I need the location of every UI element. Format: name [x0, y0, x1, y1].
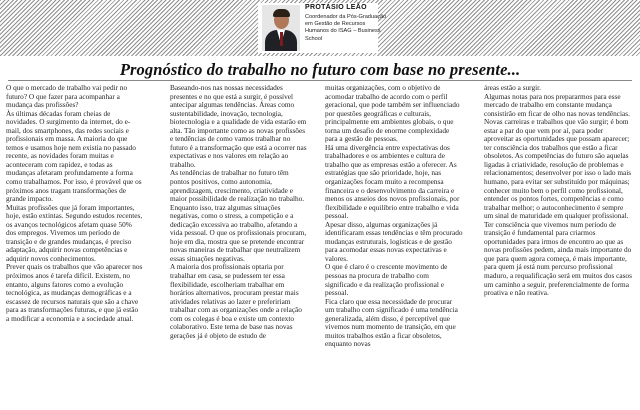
article-title: Prognóstico do trabalho no futuro com base no presente...	[119, 60, 521, 79]
article-column-2	[170, 84, 308, 406]
column-1-text: O que o mercado de trabalho vai pedir no futuro? O que fazer para acompanhar a mudança das profissões? Às últimas décadas foram cheias de novidades. O surgimento da internet, do e-mail, dos smartphones, das redes sociais e profissionais em massa. A maioria do que temos e usamos hoje nem existia no passado recente, as novidades foram muitas e aconteceram com rapidez, e todas as mudanças afetaram profundamente a forma como trabalhamos. Por isso, é provável que os próximos anos tragam transformações de grande impacto. Muitas profissões que já foram importantes, hoje, estão extintas. Segundo estudos recentes, os avanços tecnológicos afetam quase 50% dos empregos. Vivemos um período de transição e de grandes mudanças, é preciso adaptação, adquirir novas competências e adquirir novos conhecimentos. Prever quais os trabalhos que vão aparecer nos próximos anos é tarefa difícil. Existem, no entanto, alguns fatores como a evolução tecnológica, as mudanças demográficas e a escassez de recursos naturais que são a chave para as transformações futuras, e que já estão a modificar a economia e a sociedade atual.	[6, 84, 143, 323]
column-3-text: muitas organizações, com o objetivo de acomodar trabalho de acordo com o perfil geracional, que pode também ser influenciado por questões geográficas e culturais, principalmente em ambientes globais, o que torna um desafio de enorme complexidade para a gestão de pessoas. Há uma divergência entre expectativas dos trabalhadores e os ambientes e cultura de trabalho que as empresas estão a oferecer. As estratégias que são prioridade, hoje, nas organizações focam muito a recompensa financeira e o desenvolvimento da carreira e menos os anseios dos novos profissionais, por flexibilidade e equilíbrio entre trabalho e vida pessoal. Apesar disso, algumas organizações já identificaram essas tendências e têm procurado mudanças estruturais, logísticas e de gestão para acomodar essas novas expectativas e valores. O que é claro é o crescente movimento de pessoas na procura de trabalho com significado e da realização profissional e pessoal. Fica claro que essa necessidade de procurar um trabalho com significado é uma tendência generalizada, além disso, é perceptível que vivemos num momento de transição, em que muitos trabalhos estão a ficar obsoletos, enquanto novas	[325, 84, 463, 349]
article-column-4	[484, 84, 634, 406]
article-column-3	[325, 84, 463, 406]
column-4-text: áreas estão a surgir. Algumas notas para nos prepararmos para esse mercado de trabalho em constante mudança consistirão em ficar de olho nas novas tendências. Novas carreiras e trabalhos que vão surgir; é bom estar a par do que vem por aí, para poder aproveitar as oportunidades que possam aparecer; ter consciência dos trabalhos que estão a ficar obsoletos. As competências do futuro são aquelas ligadas à criatividade, resolução de problemas e relacionamentos; desenvolver por isso o lado mais humano, para evitar ser substituído por máquinas; conhecer muito bem o perfil como profissional, entender os pontos fortes, competências e como trabalhar melhor; o autoconhecimento é sempre um sinal de maturidade em qualquer profissional. Ter consciência que vivemos num período de transição é fundamental para criarmos oportunidades para irmos de encontro ao que as novas profissões pedem, ainda mais importante do que para quem agora começa, é mais importante, para quem já está num percurso profissional maduro, a requalificação será em muitos dos casos um caminho a seguir, preferencialmente de forma proativa e não reativa.	[484, 84, 632, 298]
column-2-text: Baseando-nos nas nossas necessidades presentes e no que está a surgir, é possível antecipar algumas tendências. Áreas como sustentabilidade, inovação, tecnologia, biotecnologia e a qualidade de vida estarão em alta. Tão importante como as novas profissões e tendências de como vamos trabalhar no futuro é a transformação que está a ocorrer nas expectativas e nos valores em relação ao trabalho. As tendências de trabalhar no futuro têm pontos positivos, como autonomia, aprendizagem, crescimento, criatividade e maior possibilidade de realização no trabalho. Enquanto isso, traz algumas situações negativas, como o stress, a competição e a dedicação excessiva ao trabalho, afetando a vida pessoal. O que os profissionais procuram, hoje em dia, mostra que se pretende encontrar novas maneiras de trabalhar que neutralizem essas situações negativas. A maioria dos profissionais optaria por trabalhar em casa, se pudessem ter essa flexibilidade, escolheriam trabalhar em horários alternativos, procuram prestar mais atividades relativas ao lazer e prefeririam trabalhar com as organizações onde a relação com os colegas é boa e existe um contexto colaborativo. Este tema de base nas novas gerações já é objeto de estudo de	[170, 84, 307, 340]
author-photo	[262, 5, 300, 51]
author-name: PROTÁSIO LEÃO	[305, 4, 367, 11]
title-rule	[8, 80, 632, 81]
author-role: Coordenador da Pós-Graduação em Gestão de Recursos Humanos do ISAG – Business School	[305, 14, 387, 42]
article-column-1	[6, 84, 143, 406]
